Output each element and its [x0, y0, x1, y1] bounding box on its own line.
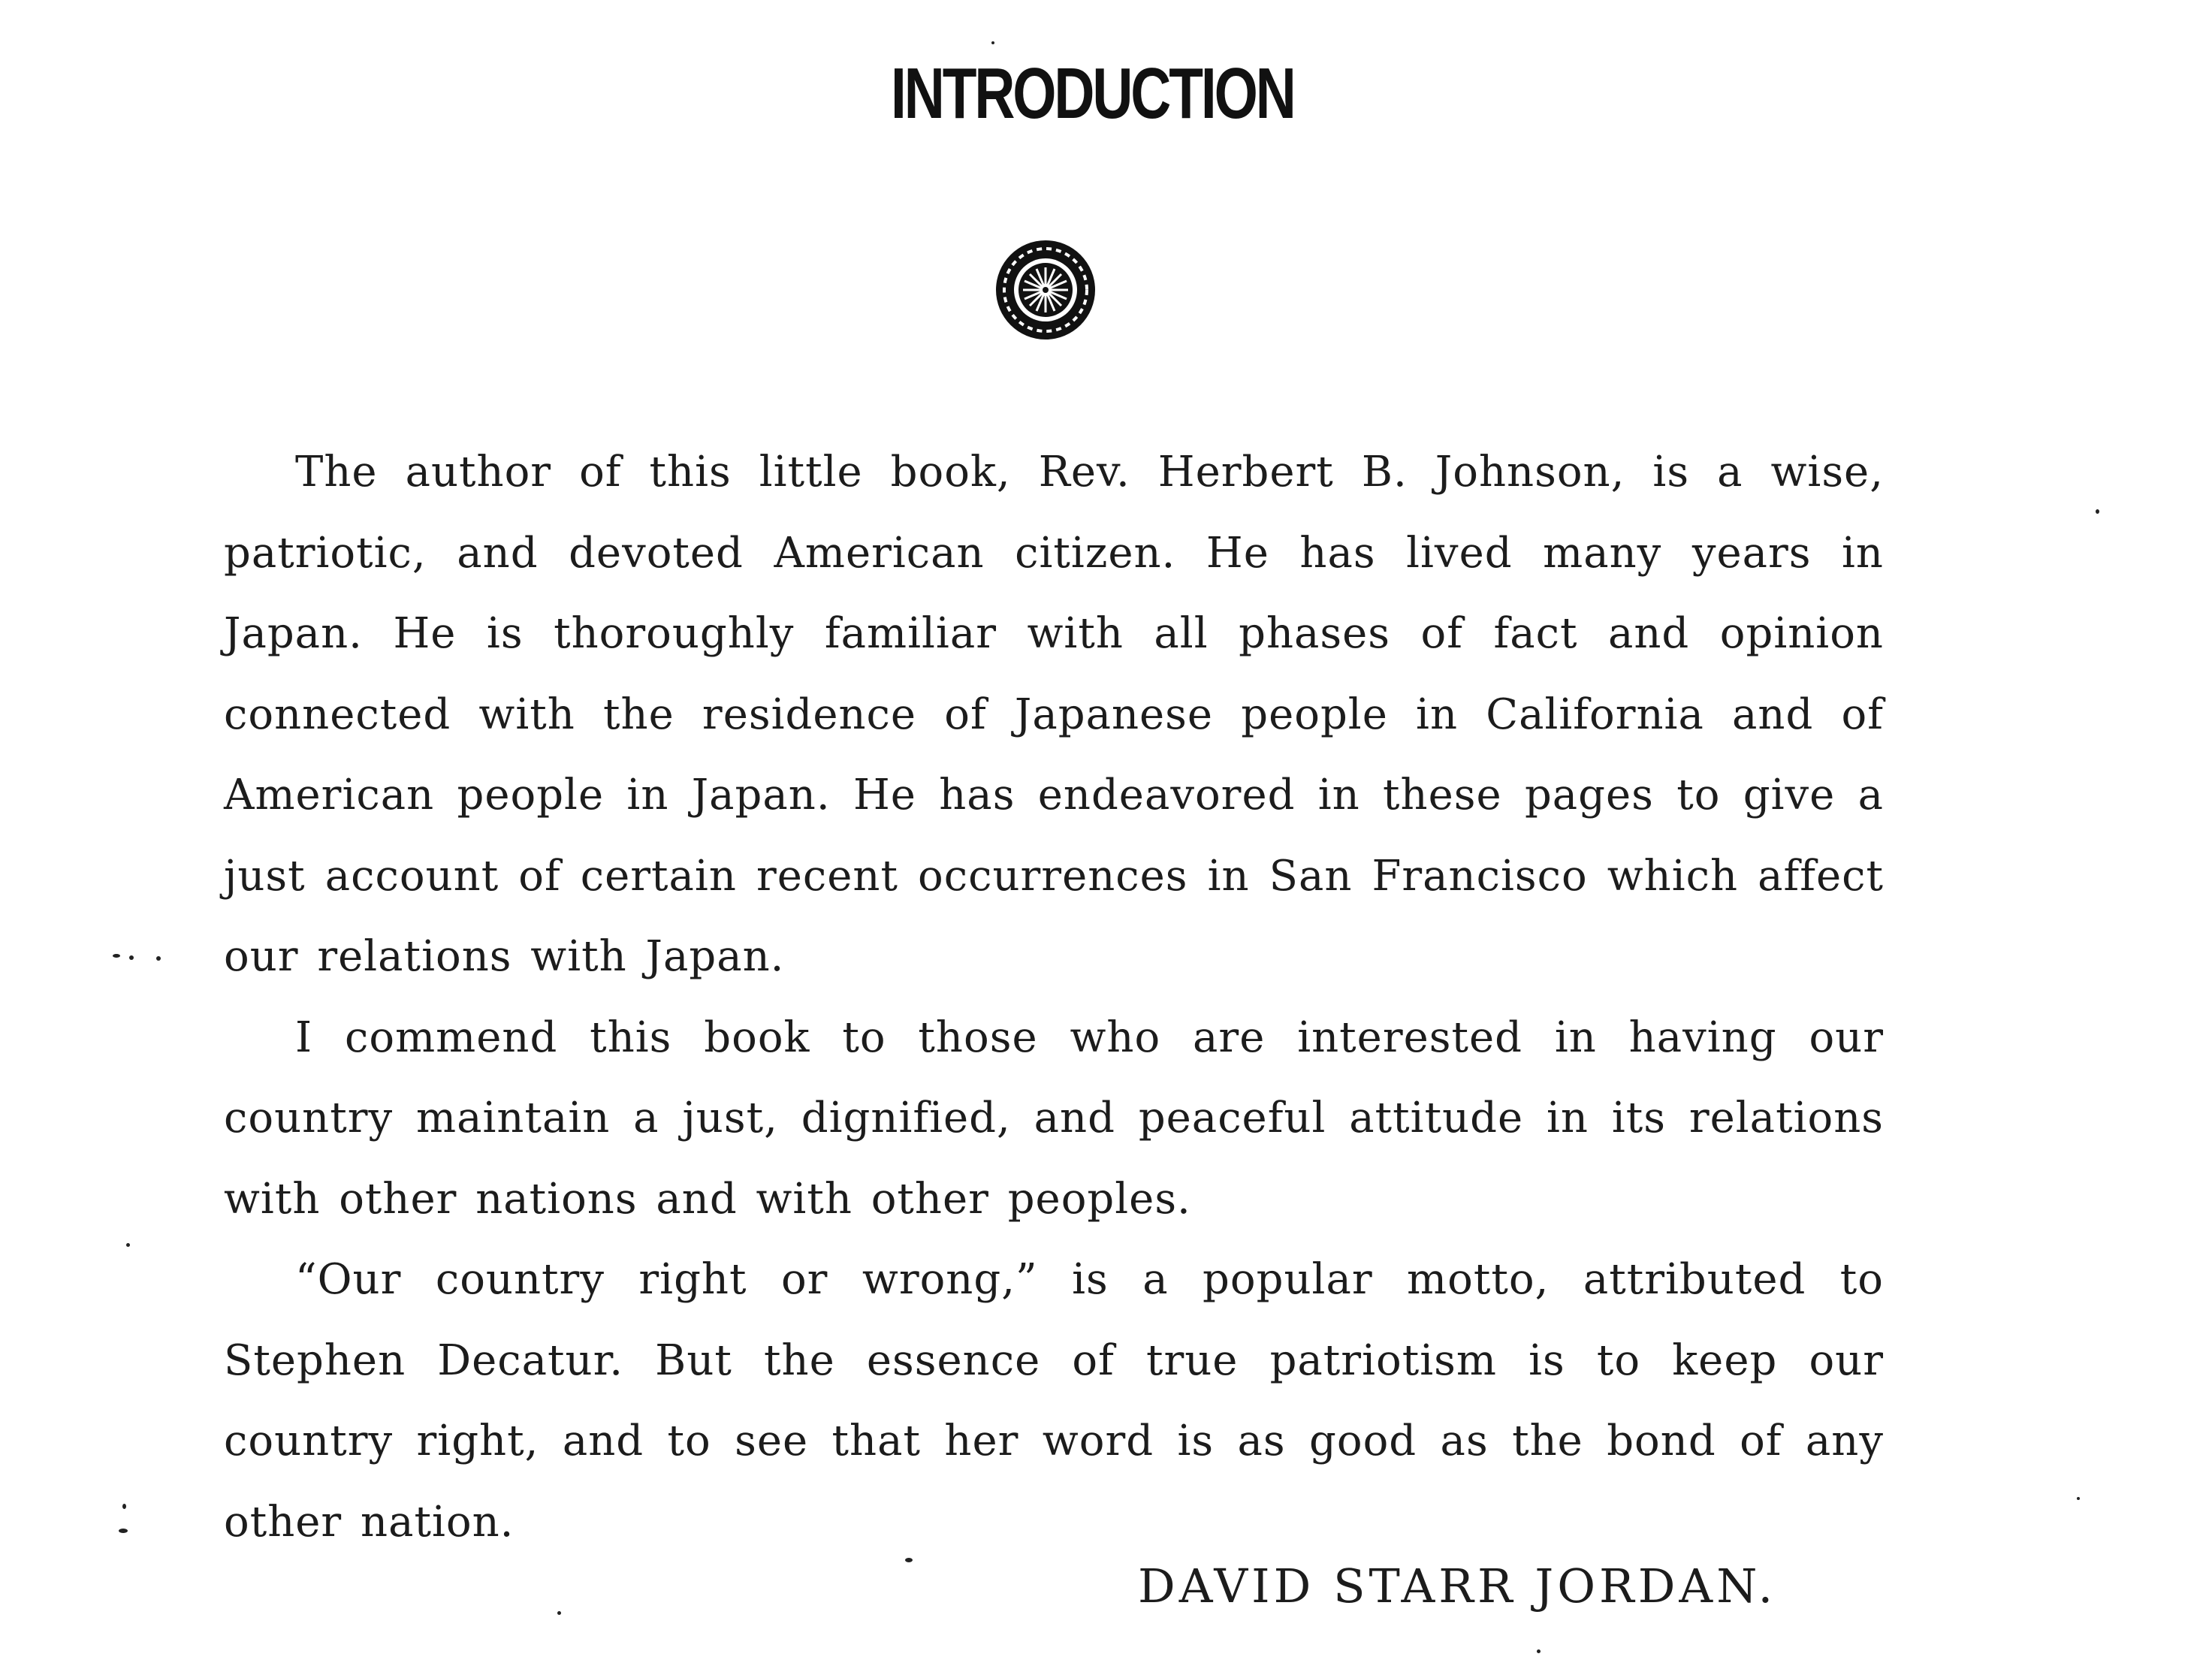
scan-speck: [557, 1611, 561, 1615]
author-signature: DAVID STARR JORDAN.: [1138, 1559, 1777, 1613]
scan-speck: [156, 956, 161, 961]
page-title: INTRODUCTION: [891, 53, 1294, 134]
scan-speck: [113, 954, 120, 958]
scan-speck: [905, 1558, 913, 1562]
scan-speck: [2096, 509, 2099, 514]
scan-speck: [119, 1529, 128, 1533]
paragraph-3: “Our country right or wrong,” is a popular motto, attributed to Stephen Decatur. But the essence of true patriotism is to keep our country right, and to see that her word is as good as the bond of any other nation.: [224, 1255, 1884, 1547]
scan-speck: [122, 1504, 126, 1509]
scan-speck: [1537, 1649, 1541, 1653]
circular-emblem-icon: [993, 237, 1098, 343]
paragraph-1: The author of this little book, Rev. Herbert B. Johnson, is a wise, patriotic, and devoted American citizen. He has lived many years in Japan. He is thoroughly familiar with all phases of fact and opinion connected with the residence of Japanese people in California and of American people in Japan. He has endeavored in these pages to give a just account of certain recent occurrences in San Francisco which affect our relations with Japan.: [224, 448, 1884, 981]
scan-speck: [991, 41, 994, 44]
introduction-body: [224, 432, 1884, 1562]
scan-speck: [129, 955, 134, 960]
scan-speck: [2077, 1497, 2080, 1500]
paragraph-2: I commend this book to those who are interested in having our country maintain a just, dignified, and peaceful attitude in its relations with other nations and with other peoples.: [224, 1013, 1884, 1224]
scan-speck: [126, 1243, 130, 1247]
